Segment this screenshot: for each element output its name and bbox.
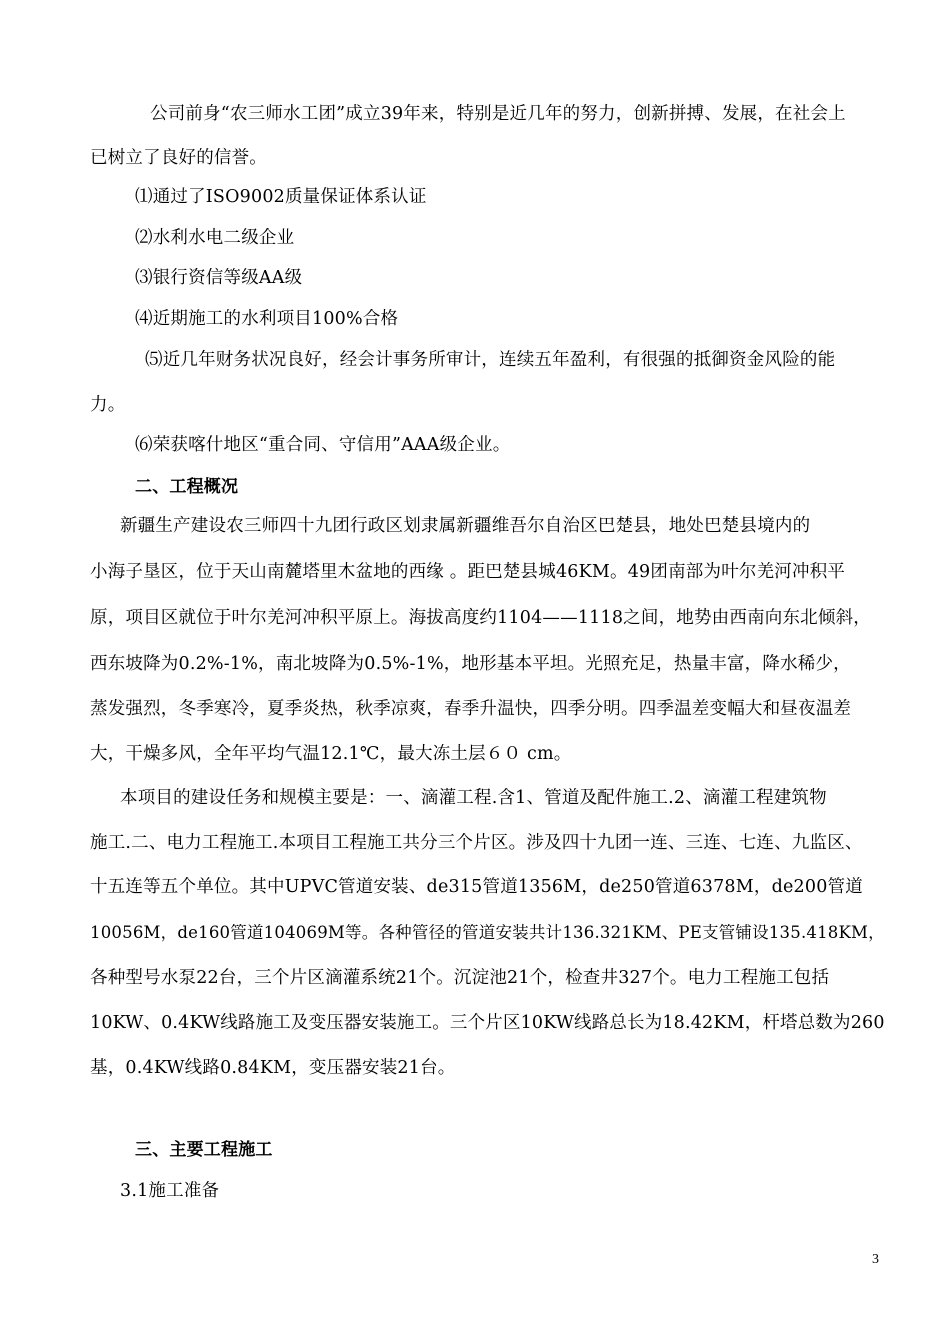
section2-para1-line-2: 小海子垦区，位于天山南麓塔里木盆地的西缘 。距巴楚县城46KM。49团南部为叶尔羌河冲积平 — [90, 562, 846, 582]
section2-para1-line-1: 新疆生产建设农三师四十九团行政区划隶属新疆维吾尔自治区巴楚县，地处巴楚县境内的 — [120, 516, 811, 536]
honor-item-5-cont: 力。 — [90, 395, 126, 415]
section2-para1-line-3: 原，项目区就位于叶尔羌河冲积平原上。海拔高度约1104——1118之间，地势由西南向东北倾斜， — [90, 608, 871, 628]
section2-para2-line-4: 10056M，de160管道104069M等。各种管径的管道安装共计136.321KM、PE支管铺设135.418KM， — [90, 923, 885, 942]
section2-para1-line-5: 蒸发强烈，冬季寒冷，夏季炎热，秋季凉爽，春季升温快，四季分明。四季温差变幅大和昼夜温差 — [90, 699, 852, 719]
section2-para2-line-2: 施工.二、电力工程施工.本项目工程施工共分三个片区。涉及四十九团一连、三连、七连、九监区、 — [90, 833, 863, 853]
honor-item-1: ⑴通过了ISO9002质量保证体系认证 — [135, 187, 427, 207]
honor-item-3: ⑶银行资信等级AA级 — [135, 268, 303, 288]
honor-item-4: ⑷近期施工的水利项目100%合格 — [135, 309, 399, 329]
honor-item-6: ⑹荣获喀什地区“重合同、守信用”AAA级企业。 — [135, 435, 511, 455]
honor-item-2: ⑵水利水电二级企业 — [135, 228, 295, 248]
section2-para1-line-4: 西东坡降为0.2%-1%，南北坡降为0.5%-1%，地形基本平坦。光照充足，热量丰富，降水稀少， — [90, 654, 851, 674]
section2-para1-line-6: 大，干燥多风，全年平均气温12.1℃，最大冻土层６０ cm。 — [90, 744, 572, 764]
section2-para2-line-7: 基，0.4KW线路0.84KM，变压器安装21台。 — [90, 1058, 456, 1078]
honor-item-5: ⑸近几年财务状况良好，经会计事务所审计，连续五年盈利，有很强的抵御资金风险的能 — [145, 350, 836, 370]
intro-line-2: 已树立了良好的信誉。 — [90, 148, 267, 168]
section2-para2-line-3: 十五连等五个单位。其中UPVC管道安装、de315管道1356M，de250管道6378M，de200管道 — [90, 877, 863, 897]
section-heading-3: 三、主要工程施工 — [135, 1140, 273, 1160]
page-number: 3 — [872, 1252, 879, 1267]
section2-para2-line-6: 10KW、0.4KW线路施工及变压器安装施工。三个片区10KW线路总长为18.42KM，杆塔总数为260 — [90, 1013, 885, 1033]
section2-para2-line-1: 本项目的建设任务和规模主要是：一、滴灌工程.含1、管道及配件施工.2、滴灌工程建筑物 — [120, 788, 827, 808]
intro-line-1: 公司前身“农三师水工团”成立39年来，特别是近几年的努力，创新拼搏、发展，在社会上 — [150, 104, 846, 124]
section-heading-2: 二、工程概况 — [135, 477, 239, 497]
subsection-3-1: 3.1施工准备 — [120, 1181, 220, 1201]
section2-para2-line-5: 各种型号水泵22台，三个片区滴灌系统21个。沉淀池21个，检查井327个。电力工程施工包括 — [90, 968, 830, 988]
